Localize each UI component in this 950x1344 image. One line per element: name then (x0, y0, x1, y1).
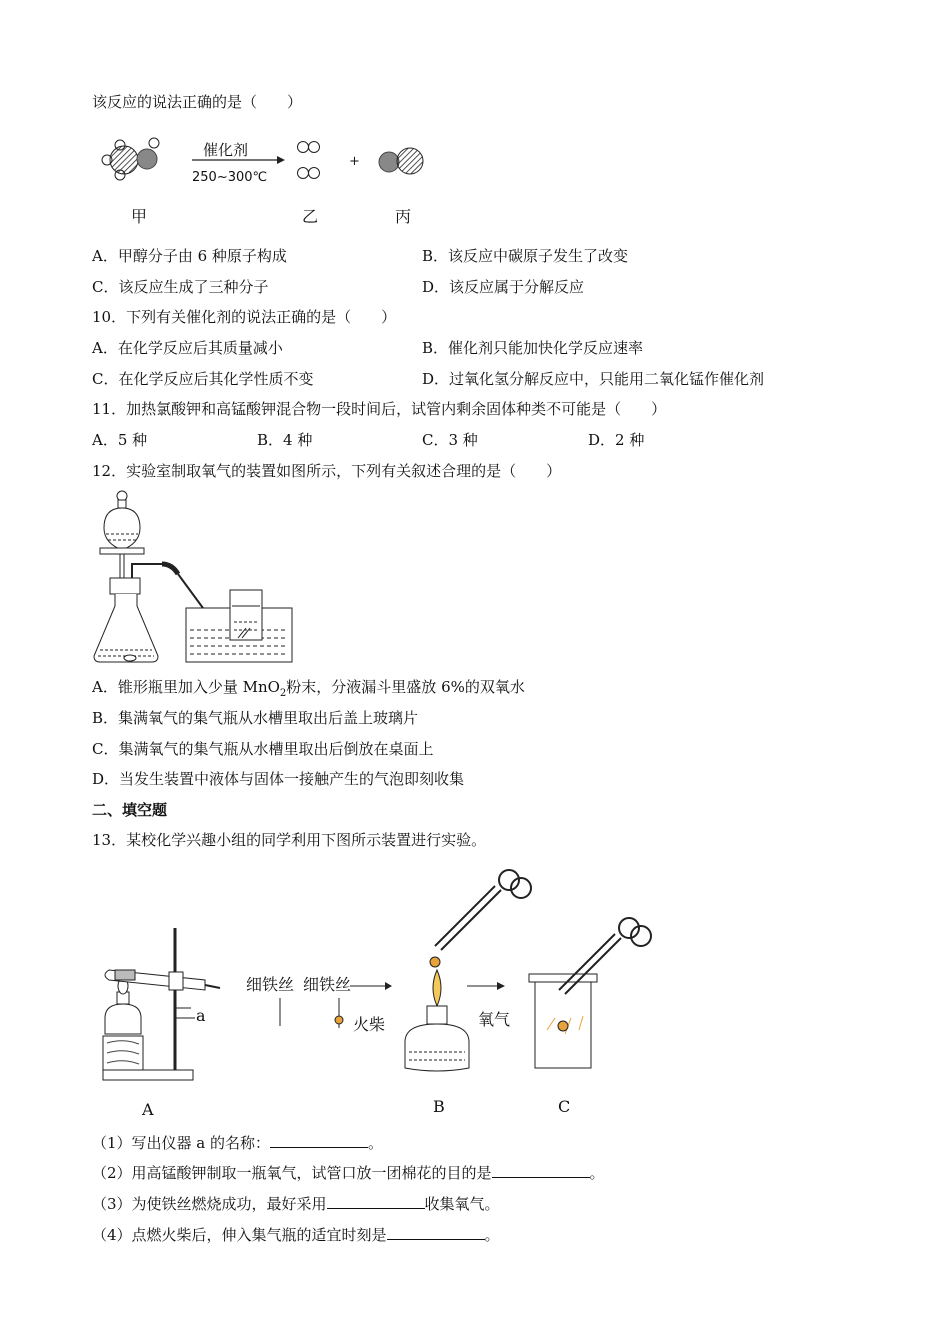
q13-sub2: （2）用高锰酸钾制取一瓶氧气，试管口放一团棉花的目的是 。 (92, 1164, 605, 1182)
label-a: a (196, 1006, 206, 1025)
q10-option-a: A．在化学反应后其质量减小 (92, 339, 283, 357)
q11-option-b: B．4 种 (257, 431, 313, 449)
q11-option-a: A．5 种 (92, 431, 148, 449)
iron-wire-experiment-figure (95, 858, 670, 1098)
q13-sub3: （3）为使铁丝燃烧成功，最好采用 收集氧气。 (92, 1195, 500, 1213)
oxygen-apparatus-figure (90, 488, 295, 668)
plus-sign: + (349, 154, 360, 169)
answer-blank-2[interactable] (492, 1163, 590, 1178)
q13-stem: 13．某校化学兴趣小组的同学利用下图所示装置进行实验。 (92, 831, 487, 849)
label-wire-2: 细铁丝 (303, 975, 352, 994)
q13-sub4: （4）点燃火柴后，伸入集气瓶的适宜时刻是 。 (92, 1226, 500, 1244)
label-oxygen: 氧气 (478, 1010, 511, 1029)
arrow-bottom-label: 250~300℃ (192, 170, 268, 185)
q13-sub1: （1）写出仪器 a 的名称： 。 (92, 1134, 384, 1152)
q11-option-d: D．2 种 (588, 431, 645, 449)
label-apparatus-b: B (433, 1097, 445, 1116)
q12-option-d: D．当发生装置中液体与固体一接触产生的气泡即刻收集 (92, 770, 465, 788)
methanol-molecule (102, 138, 159, 180)
label-apparatus-c: C (558, 1097, 571, 1116)
label-yi: 乙 (302, 207, 319, 226)
q10-option-b: B．催化剂只能加快化学反应速率 (422, 339, 644, 357)
arrow-top-label: 催化剂 (203, 141, 249, 159)
q9-option-c: C．该反应生成了三种分子 (92, 278, 269, 296)
answer-blank-3[interactable] (327, 1194, 425, 1209)
q12-stem: 12．实验室制取氧气的装置如图所示，下列有关叙述合理的是（ ） (92, 462, 562, 480)
q12-option-c: C．集满氧气的集气瓶从水槽里取出后倒放在桌面上 (92, 740, 434, 758)
q12-option-b: B．集满氧气的集气瓶从水槽里取出后盖上玻璃片 (92, 709, 419, 727)
label-wire-1: 细铁丝 (246, 975, 295, 994)
q12-option-a: A．锥形瓶里加入少量 MnO$_2$粉末，分液漏斗里盛放 6%的双氧水 (92, 678, 525, 699)
q11-option-c: C．3 种 (422, 431, 478, 449)
label-apparatus-a: A (142, 1100, 154, 1119)
q11-stem: 11．加热氯酸钾和高锰酸钾混合物一段时间后，试管内剩余固体种类不可能是（ ） (92, 400, 667, 418)
q10-option-c: C．在化学反应后其化学性质不变 (92, 370, 314, 388)
answer-blank-1[interactable] (270, 1133, 368, 1148)
q9-stem: 该反应的说法正确的是（ ） (92, 93, 303, 111)
q10-stem: 10．下列有关催化剂的说法正确的是（ ） (92, 308, 397, 326)
label-match: 火柴 (353, 1015, 386, 1034)
q10-option-d: D．过氧化氢分解反应中，只能用二氧化锰作催化剂 (422, 370, 765, 388)
answer-blank-4[interactable] (387, 1225, 485, 1240)
label-jia: 甲 (131, 207, 148, 226)
q9-option-d: D．该反应属于分解反应 (422, 278, 585, 296)
section-heading: 二、填空题 (92, 801, 168, 819)
label-bing: 丙 (395, 207, 412, 226)
q9-option-b: B．该反应中碳原子发生了改变 (422, 247, 629, 265)
q9-option-a: A．甲醇分子由 6 种原子构成 (92, 247, 287, 265)
